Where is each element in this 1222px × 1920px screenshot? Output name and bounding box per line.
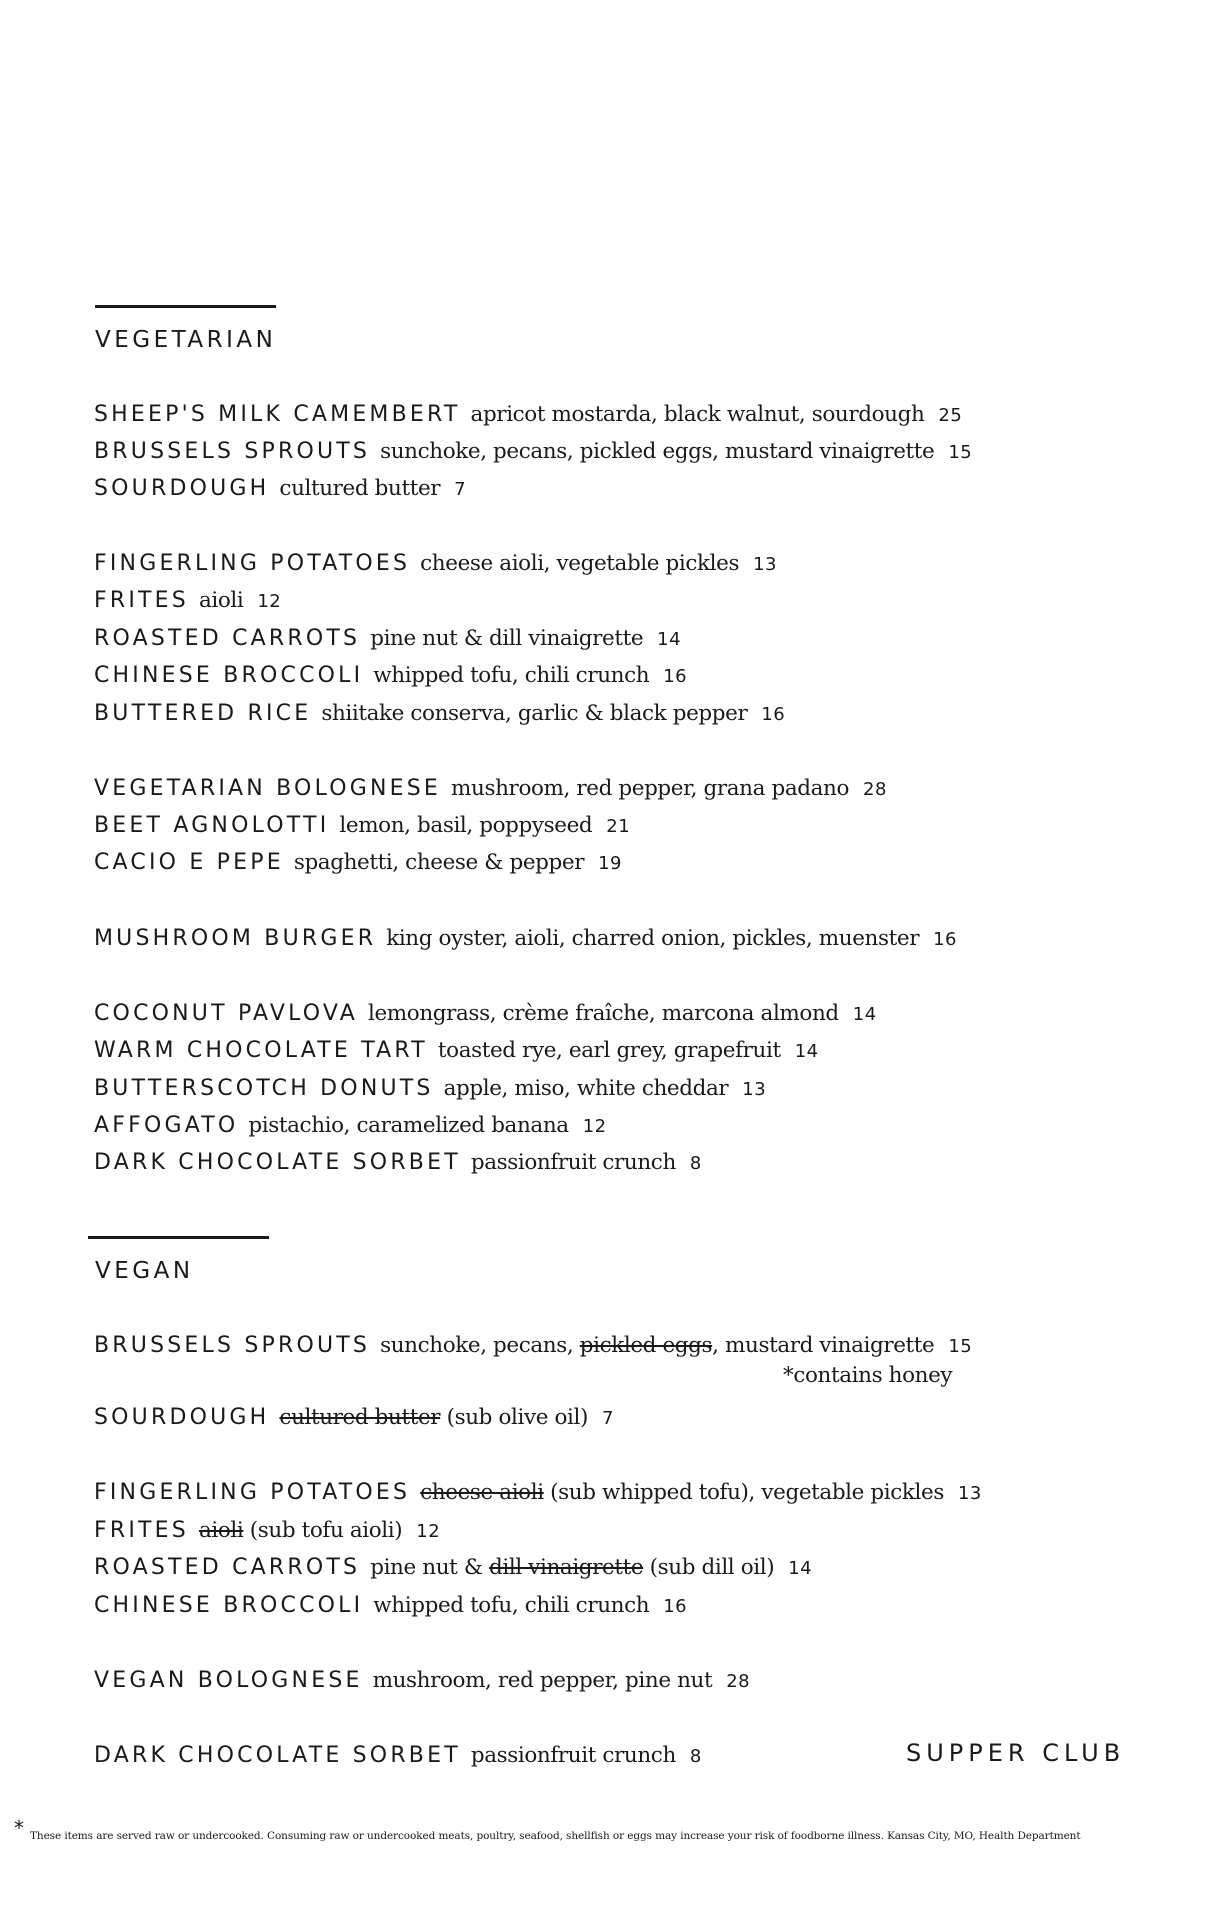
item-price: 16 xyxy=(933,929,957,950)
item-name: BRUSSELS SPROUTS xyxy=(94,1333,371,1358)
disclaimer-text: These items are served raw or undercooked. Consuming raw or undercooked meats, poultry, seafood, shellfish or eggs may increase your risk of foodborne illness. Kansas City, MO, Health Department xyxy=(30,1830,1081,1842)
item-name: CACIO E PEPE xyxy=(94,850,284,875)
item-name: ROASTED CARROTS xyxy=(94,626,361,651)
item-description: sunchoke, pecans, pickled eggs, mustard vinaigrette xyxy=(380,439,935,464)
item-description: lemongrass, crème fraîche, marcona almond xyxy=(368,1001,839,1026)
item-price: 12 xyxy=(257,591,282,612)
item-description: pine nut & xyxy=(370,1555,483,1580)
menu-item xyxy=(94,1407,614,1429)
item-description: mushroom, red pepper, grana padano xyxy=(451,776,850,801)
item-price: 13 xyxy=(957,1483,982,1504)
item-description: pine nut & dill vinaigrette xyxy=(370,626,644,651)
menu-item xyxy=(94,703,785,725)
item-description: mushroom, red pepper, pine nut xyxy=(372,1668,713,1693)
item-price: 13 xyxy=(742,1079,767,1100)
item-price: 15 xyxy=(948,442,973,463)
item-name: BEET AGNOLOTTI xyxy=(94,813,330,838)
item-name: MUSHROOM BURGER xyxy=(94,926,377,951)
item-description: passionfruit crunch xyxy=(470,1743,676,1768)
item-note: *contains honey xyxy=(783,1363,953,1388)
item-description: cheese aioli, vegetable pickles xyxy=(420,551,740,576)
menu-item xyxy=(94,590,281,612)
item-price: 7 xyxy=(454,479,467,500)
item-price: 12 xyxy=(416,1521,441,1542)
item-price: 16 xyxy=(761,704,786,725)
menu-item xyxy=(94,852,622,874)
item-price: 16 xyxy=(663,666,688,687)
item-price: 25 xyxy=(938,405,963,426)
item-description: spaghetti, cheese & pepper xyxy=(293,850,585,875)
item-description: apple, miso, white cheddar xyxy=(443,1076,729,1101)
item-name: VEGETARIAN BOLOGNESE xyxy=(94,776,442,801)
item-price: 28 xyxy=(863,779,887,800)
menu-item xyxy=(94,665,687,687)
item-price: 15 xyxy=(948,1336,973,1357)
item-price: 12 xyxy=(582,1116,607,1137)
health-disclaimer xyxy=(14,1818,1080,1843)
item-price: 21 xyxy=(606,816,631,837)
item-name: FINGERLING POTATOES xyxy=(94,1480,411,1505)
item-description: passionfruit crunch xyxy=(470,1150,676,1175)
item-price: 14 xyxy=(794,1041,819,1062)
menu-item xyxy=(94,441,972,463)
item-name: BUTTERSCOTCH DONUTS xyxy=(94,1076,434,1101)
item-name: AFFOGATO xyxy=(94,1113,239,1138)
item-name: SHEEP'S MILK CAMEMBERT xyxy=(94,402,461,427)
item-name: VEGAN BOLOGNESE xyxy=(94,1668,363,1693)
removed-ingredient: pickled eggs xyxy=(579,1333,713,1358)
item-description: whipped tofu, chili crunch xyxy=(373,1593,650,1618)
vegetarian-divider xyxy=(95,305,276,308)
item-name: DARK CHOCOLATE SORBET xyxy=(94,1743,461,1768)
vegan-heading: VEGAN xyxy=(95,1258,194,1284)
item-name: FINGERLING POTATOES xyxy=(94,551,411,576)
item-name: SOURDOUGH xyxy=(94,476,270,501)
menu-item xyxy=(94,1557,812,1579)
item-price: 28 xyxy=(726,1671,751,1692)
menu-item xyxy=(94,628,681,650)
item-name: COCONUT PAVLOVA xyxy=(94,1001,358,1026)
menu-item xyxy=(94,778,887,800)
item-description-rest: (sub whipped tofu), vegetable pickles xyxy=(550,1480,944,1505)
menu-item xyxy=(94,553,777,575)
menu-item xyxy=(94,404,962,426)
item-description: pistachio, caramelized banana xyxy=(248,1113,569,1138)
vegetarian-heading: VEGETARIAN xyxy=(95,327,277,353)
menu-item xyxy=(94,1745,702,1767)
restaurant-brand: SUPPER CLUB xyxy=(906,1739,1126,1767)
item-price: 7 xyxy=(601,1408,614,1429)
item-price: 8 xyxy=(689,1746,702,1767)
menu-item xyxy=(94,1003,877,1025)
menu-item xyxy=(94,1115,607,1137)
item-name: BUTTERED RICE xyxy=(94,701,312,726)
item-description: lemon, basil, poppyseed xyxy=(339,813,593,838)
item-description: toasted rye, earl grey, grapefruit xyxy=(437,1038,781,1063)
menu-item xyxy=(94,1040,819,1062)
item-name: CHINESE BROCCOLI xyxy=(94,1593,364,1618)
item-price: 14 xyxy=(852,1004,877,1025)
item-description: king oyster, aioli, charred onion, pickles, muenster xyxy=(386,926,920,951)
menu-item xyxy=(94,815,630,837)
removed-ingredient: cultured butter xyxy=(279,1405,441,1430)
item-description: whipped tofu, chili crunch xyxy=(373,663,650,688)
item-name: DARK CHOCOLATE SORBET xyxy=(94,1150,461,1175)
item-description: aioli xyxy=(198,588,244,613)
item-description: sunchoke, pecans, xyxy=(380,1333,574,1358)
item-name: WARM CHOCOLATE TART xyxy=(94,1038,428,1063)
item-description: shiitake conserva, garlic & black pepper xyxy=(321,701,748,726)
menu-item xyxy=(94,1670,750,1692)
vegan-divider xyxy=(88,1236,269,1239)
item-description: cultured butter xyxy=(279,476,441,501)
item-price: 16 xyxy=(663,1596,688,1617)
item-price: 14 xyxy=(788,1558,813,1579)
item-price: 19 xyxy=(598,853,623,874)
item-description-rest: , mustard vinaigrette xyxy=(712,1333,935,1358)
item-name: SOURDOUGH xyxy=(94,1405,270,1430)
asterisk-mark: * xyxy=(14,1816,24,1840)
item-price: 8 xyxy=(689,1153,702,1174)
menu-item xyxy=(94,1595,687,1617)
menu-item xyxy=(94,1482,982,1504)
item-description-rest: (sub dill oil) xyxy=(649,1555,775,1580)
item-description: apricot mostarda, black walnut, sourdough xyxy=(470,402,925,427)
menu-item xyxy=(94,1520,440,1542)
item-name: FRITES xyxy=(94,1518,189,1543)
item-name: ROASTED CARROTS xyxy=(94,1555,361,1580)
menu-item xyxy=(94,1152,702,1174)
removed-ingredient: dill vinaigrette xyxy=(489,1555,644,1580)
item-name: BRUSSELS SPROUTS xyxy=(94,439,371,464)
menu-item xyxy=(94,1078,766,1100)
menu-item xyxy=(94,928,957,950)
menu-item xyxy=(94,478,466,500)
item-price: 13 xyxy=(753,554,778,575)
item-description-rest: (sub olive oil) xyxy=(446,1405,588,1430)
item-price: 14 xyxy=(657,629,682,650)
menu-item xyxy=(94,1335,972,1357)
item-name: CHINESE BROCCOLI xyxy=(94,663,364,688)
item-description-rest: (sub tofu aioli) xyxy=(249,1518,403,1543)
item-name: FRITES xyxy=(94,588,189,613)
removed-ingredient: aioli xyxy=(198,1518,244,1543)
removed-ingredient: cheese aioli xyxy=(420,1480,544,1505)
